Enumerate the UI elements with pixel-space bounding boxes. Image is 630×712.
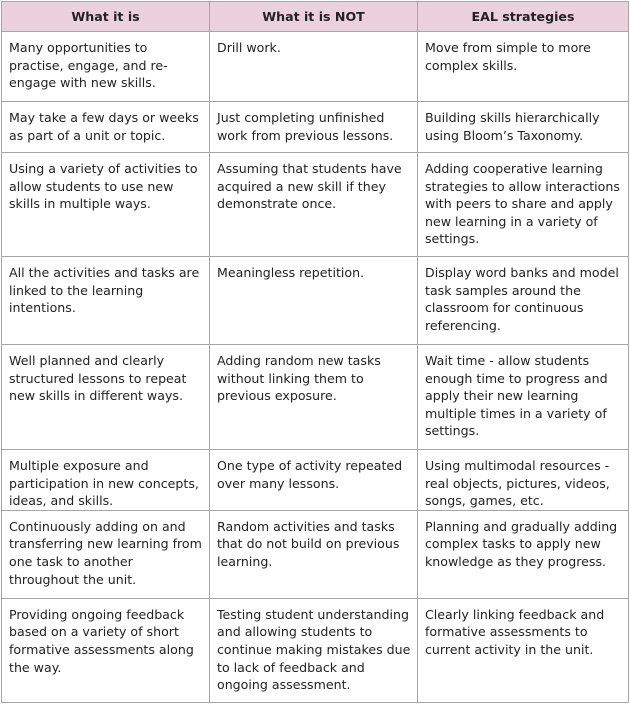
comparison-table <box>1 1 629 703</box>
table-cell: Building skills hierarchically using Bloom’s Taxonomy. <box>418 102 629 153</box>
table-cell: Using multimodal resources - real objects, pictures, videos, songs, games, etc. <box>418 450 629 511</box>
table-header-row <box>2 2 629 32</box>
table-cell: Assuming that students have acquired a new skill if they demonstrate once. <box>210 153 418 257</box>
table-cell: Testing student understanding and allowing students to continue making mistakes due to lack of feedback and ongoing assessment. <box>210 598 418 702</box>
table-cell: Using a variety of activities to allow students to use new skills in multiple ways. <box>2 153 210 257</box>
table-cell: All the activities and tasks are linked to the learning intentions. <box>2 257 210 345</box>
table-cell: Many opportunities to practise, engage, and re-engage with new skills. <box>2 32 210 102</box>
table-cell: Random activities and tasks that do not build on previous learning. <box>210 510 418 598</box>
table-cell: Well planned and clearly structured lessons to repeat new skills in different ways. <box>2 345 210 450</box>
table-row <box>2 257 629 345</box>
header-eal-strategies: EAL strategies <box>418 2 629 32</box>
table-cell: Continuously adding on and transferring new learning from one task to another throughout the unit. <box>2 510 210 598</box>
table-cell: Planning and gradually adding complex tasks to apply new knowledge as they progress. <box>418 510 629 598</box>
table-cell: May take a few days or weeks as part of a unit or topic. <box>2 102 210 153</box>
table-row <box>2 345 629 450</box>
table-cell: Providing ongoing feedback based on a variety of short formative assessments along the way. <box>2 598 210 702</box>
table-cell: Multiple exposure and participation in new concepts, ideas, and skills. <box>2 450 210 511</box>
table-cell: Adding cooperative learning strategies to allow interactions with peers to share and apply new learning in a variety of settings. <box>418 153 629 257</box>
table-row <box>2 510 629 598</box>
table-cell: Adding random new tasks without linking them to previous exposure. <box>210 345 418 450</box>
table-row <box>2 32 629 102</box>
table-cell: Drill work. <box>210 32 418 102</box>
table-row <box>2 450 629 511</box>
header-what-it-is: What it is <box>2 2 210 32</box>
table-cell: Wait time - allow students enough time to progress and apply their new learning multiple times in a variety of settings. <box>418 345 629 450</box>
table-cell: Display word banks and model task samples around the classroom for continuous referencing. <box>418 257 629 345</box>
header-what-it-is-not: What it is NOT <box>210 2 418 32</box>
table-cell: Meaningless repetition. <box>210 257 418 345</box>
table-cell: Just completing unfinished work from previous lessons. <box>210 102 418 153</box>
table-row <box>2 598 629 702</box>
table-cell: Move from simple to more complex skills. <box>418 32 629 102</box>
table-cell: One type of activity repeated over many lessons. <box>210 450 418 511</box>
table-cell: Clearly linking feedback and formative assessments to current activity in the unit. <box>418 598 629 702</box>
table-row <box>2 102 629 153</box>
table-row <box>2 153 629 257</box>
